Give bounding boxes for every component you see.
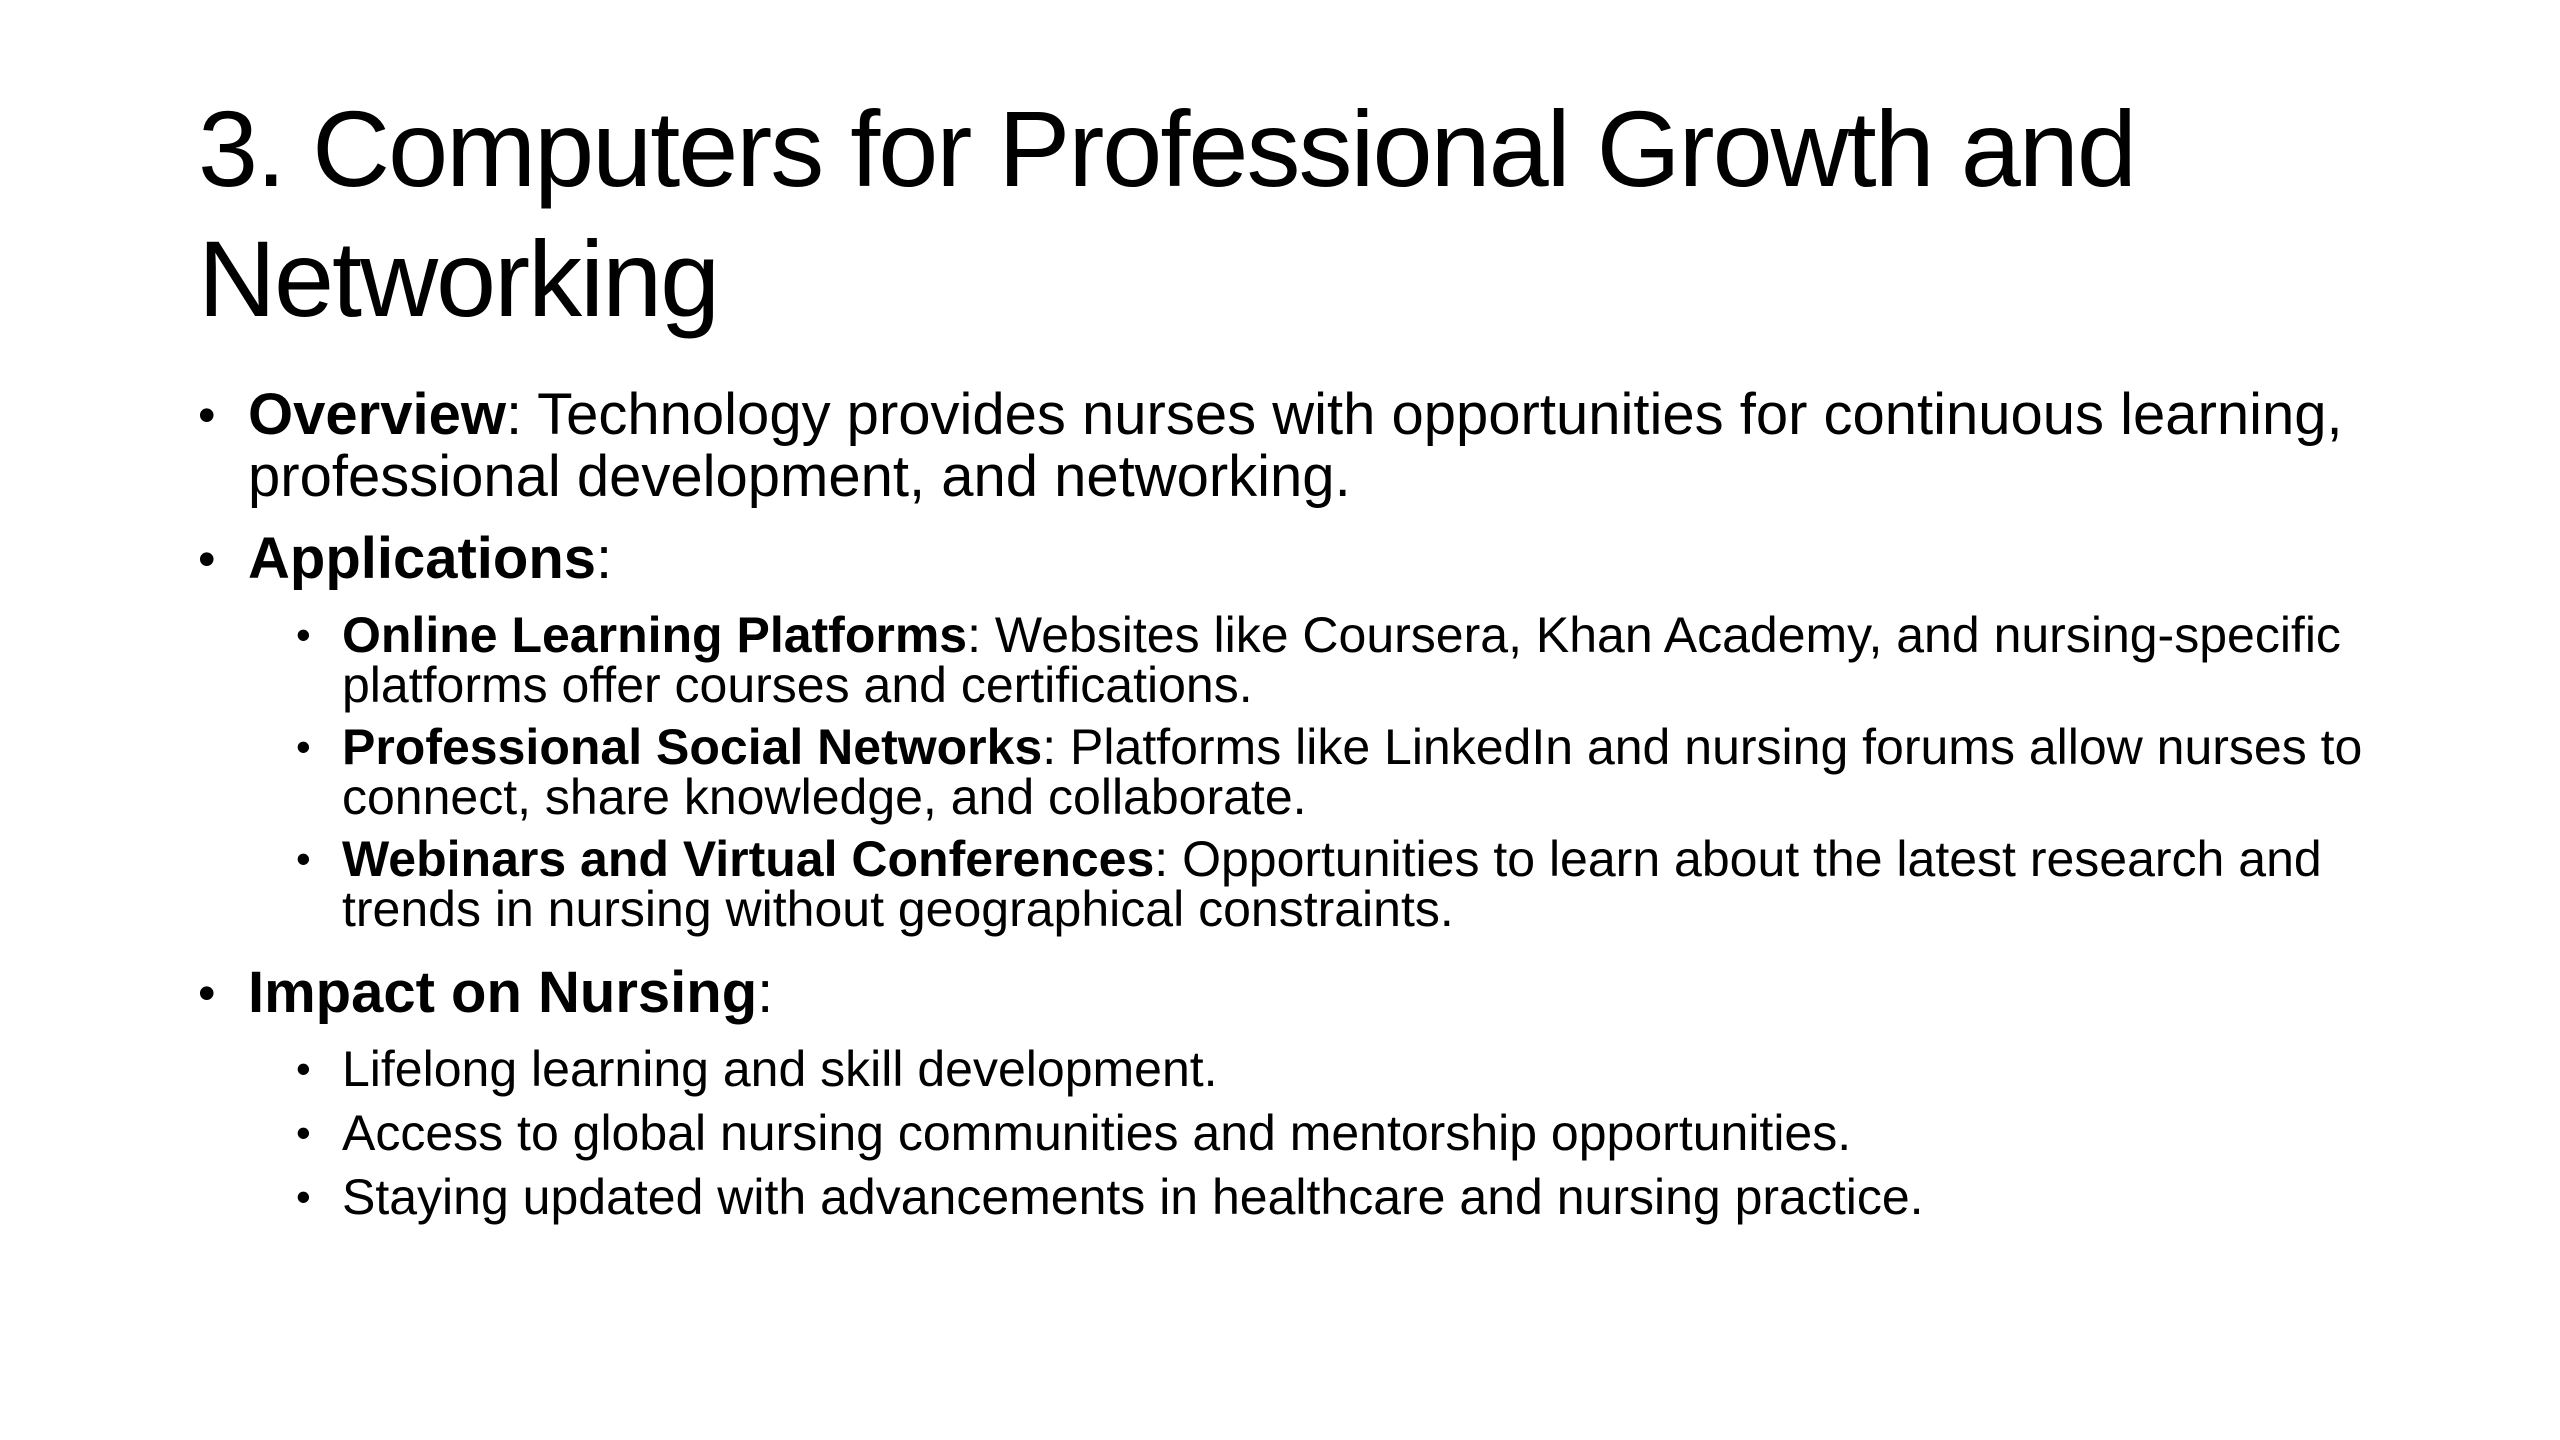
sub-bullet-icon: • [296, 1109, 311, 1156]
impact-text: Staying updated with advancements in healthcare and nursing practice. [342, 1169, 1924, 1225]
bullet-icon: • [198, 965, 216, 1021]
applications-sep: : [596, 526, 613, 591]
slide-body [198, 384, 2438, 1250]
bullet-icon: • [198, 531, 216, 587]
overview-term: Overview [248, 382, 506, 447]
overview-sep: : [505, 382, 523, 447]
application-item [296, 607, 2438, 713]
applications-term: Applications [248, 526, 597, 591]
application-sep: : [1154, 831, 1169, 887]
application-sep: : [1042, 719, 1057, 775]
sub-bullet-icon: • [296, 723, 311, 770]
sub-bullet-icon: • [296, 1045, 311, 1092]
application-term: Webinars and Virtual Conferences [342, 831, 1155, 887]
bullet-icon: • [198, 387, 216, 443]
overview-text: Technology provides nurses with opportunities for continuous learning, professional development, and networking. [248, 382, 2343, 509]
sub-bullet-icon: • [296, 611, 311, 658]
impact-item [296, 1169, 2438, 1225]
bullet-impact [198, 962, 2438, 1024]
impact-sep: : [757, 960, 774, 1025]
application-text: Platforms like LinkedIn and nursing forums allow nurses to connect, share knowledge, and collaborate. [342, 719, 2363, 825]
application-item [296, 831, 2438, 937]
sub-bullet-icon: • [296, 835, 311, 882]
application-term: Professional Social Networks [342, 719, 1043, 775]
bullet-applications [198, 528, 2438, 590]
application-item [296, 719, 2438, 825]
application-sep: : [967, 607, 982, 663]
application-term: Online Learning Platforms [342, 607, 968, 663]
impact-text: Access to global nursing communities and mentorship opportunities. [342, 1105, 1852, 1161]
impact-item [296, 1105, 2438, 1161]
impact-list [198, 1041, 2438, 1225]
impact-text: Lifelong learning and skill development. [342, 1041, 1218, 1097]
sub-bullet-icon: • [296, 1173, 311, 1220]
slide-title: 3. Computers for Professional Growth and Networking [198, 88, 2135, 339]
application-text: Websites like Coursera, Khan Academy, and nursing-specific platforms offer courses and certifications. [342, 607, 2341, 713]
impact-term: Impact on Nursing [248, 960, 758, 1025]
bullet-overview [198, 384, 2438, 508]
application-text: Opportunities to learn about the latest research and trends in nursing without geographical constraints. [342, 831, 2322, 937]
impact-item [296, 1041, 2438, 1097]
applications-list [198, 607, 2438, 937]
